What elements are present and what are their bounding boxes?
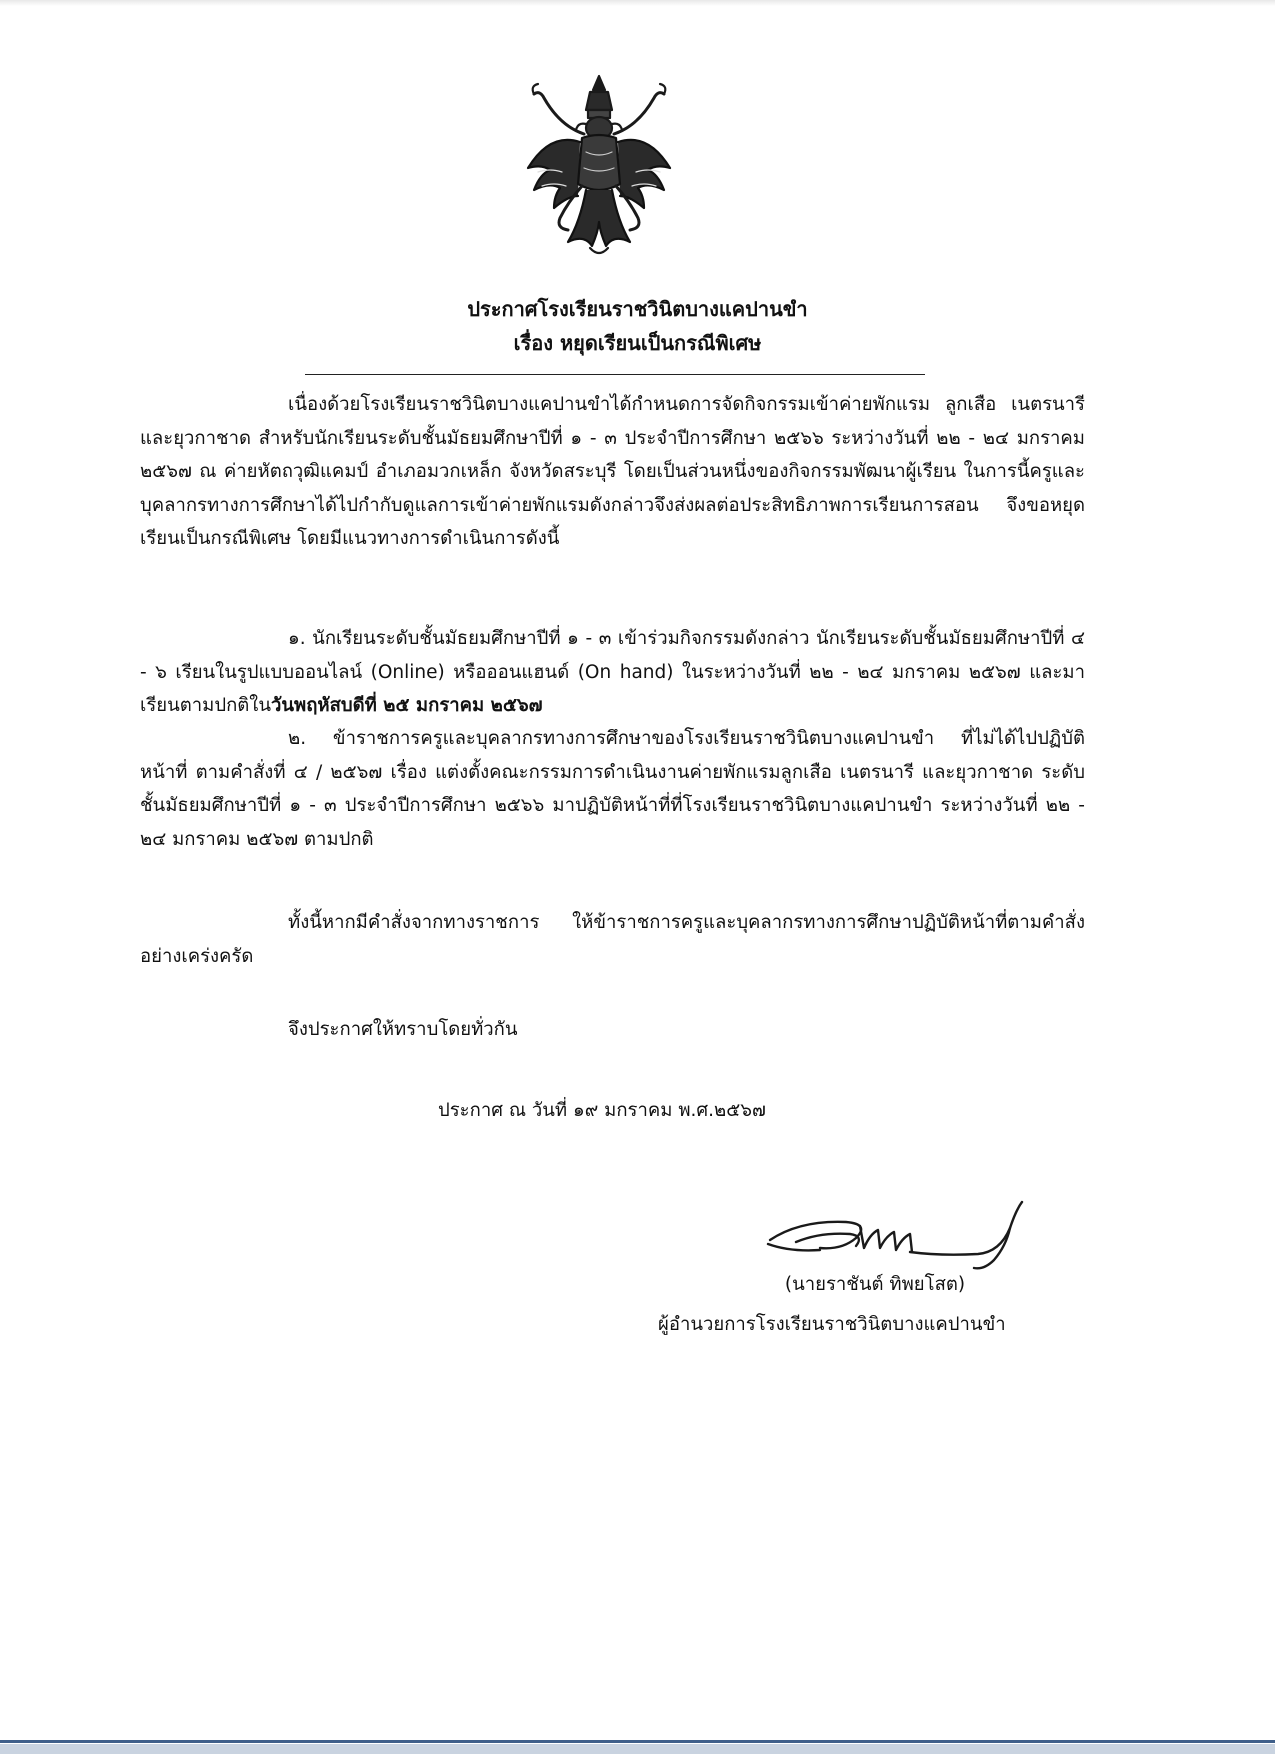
- announcement-header: [300, 292, 975, 360]
- item-1-bold-date: วันพฤหัสบดีที่ ๒๕ มกราคม ๒๕๖๗: [270, 695, 543, 716]
- item-2-paragraph: ๒. ข้าราชการครูและบุคลากรทางการศึกษาของโรงเรียนราชวินิตบางแคปานขำ ที่ไม่ได้ไปปฏิบัติหน้าที่ ตามคำสั่งที่ ๔ / ๒๕๖๗ เรื่อง แต่งตั้งคณะกรรมการดำเนินงานค่ายพักแรมลูกเสือ เนตรนารี และยุวกาชาด ระดับชั้นมัธยมศึกษาปีที่ ๑ - ๓ ประจำปีการศึกษา ๒๕๖๖ มาปฏิบัติหน้าที่ที่โรงเรียนราชวินิตบางแคปานขำ ระหว่างวันที่ ๒๒ - ๒๔ มกราคม ๒๕๖๗ ตามปกติ: [140, 728, 1085, 850]
- scan-bottom-edge-line: [0, 1740, 1275, 1743]
- item-1-text: ๑. นักเรียนระดับชั้นมัธยมศึกษาปีที่ ๑ - ๓ เข้าร่วมกิจกรรมดังกล่าว นักเรียนระดับชั้นมัธยมศึกษาปีที่ ๔ - ๖ เรียนในรูปแบบออนไลน์ (Online) หรือออนแฮนด์ (On hand) ในระหว่างวันที่ ๒๒ - ๒๔ มกราคม ๒๕๖๗ และมาเรียนตามปกติใน: [140, 628, 1085, 716]
- scan-top-edge: [0, 0, 1275, 6]
- note-paragraph: ทั้งนี้หากมีคำสั่งจากทางราชการ ให้ข้าราชการครูและบุคลากรทางการศึกษาปฏิบัติหน้าที่ตามคำสั่งอย่างเคร่งครัด: [140, 912, 1085, 967]
- scan-bottom-edge: [0, 1744, 1275, 1754]
- header-divider: [305, 374, 925, 375]
- item-1-paragraph: [140, 622, 1085, 723]
- intro-paragraph: เนื่องด้วยโรงเรียนราชวินิตบางแคปานขำได้กำหนดการจัดกิจกรรมเข้าค่ายพักแรม ลูกเสือ เนตรนารี และยุวกาชาด สำหรับนักเรียนระดับชั้นมัธยมศึกษาปีที่ ๑ - ๓ ประจำปีการศึกษา ๒๕๖๖ ระหว่างวันที่ ๒๒ - ๒๔ มกราคม ๒๕๖๗ ณ ค่ายหัตถวุฒิแคมป์ อำเภอมวกเหล็ก จังหวัดสระบุรี โดยเป็นส่วนหนึ่งของกิจกรรมพัฒนาผู้เรียน ในการนี้ครูและบุคลากรทางการศึกษาได้ไปกำกับดูแลการเข้าค่ายพักแรมดังกล่าวจึงส่งผลต่อประสิทธิภาพการเรียนการสอน จึงขอหยุดเรียนเป็นกรณีพิเศษ โดยมีแนวทางการดำเนินการดังนี้: [140, 394, 1085, 549]
- garuda-emblem-icon: [520, 72, 678, 262]
- signer-position: ผู้อำนวยการโรงเรียนราชวินิตบางแคปานขำ: [658, 1314, 1006, 1335]
- announcement-subject: เรื่อง หยุดเรียนเป็นกรณีพิเศษ: [513, 331, 762, 355]
- announcement-title: ประกาศโรงเรียนราชวินิตบางแคปานขำ: [467, 297, 808, 321]
- signer-name: (นายราชันต์ ทิพยโสต): [784, 1274, 966, 1295]
- announcement-date: ประกาศ ณ วันที่ ๑๙ มกราคม พ.ศ.๒๕๖๗: [438, 1100, 766, 1121]
- closing-statement: จึงประกาศให้ทราบโดยทั่วกัน: [288, 1019, 518, 1040]
